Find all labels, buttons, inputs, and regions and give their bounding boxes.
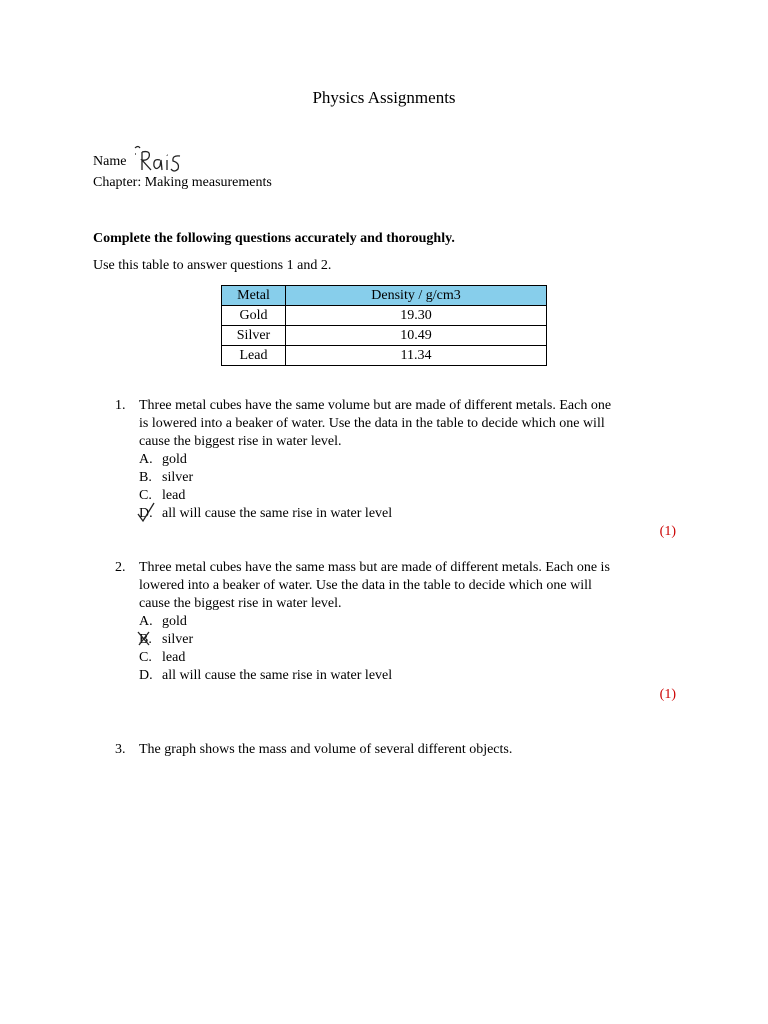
question-body bbox=[139, 741, 669, 759]
table-row bbox=[222, 306, 547, 326]
table-cell-metal: Silver bbox=[222, 326, 286, 346]
question-marks: (1) bbox=[659, 524, 676, 539]
table-row bbox=[222, 326, 547, 346]
option-d[interactable] bbox=[139, 505, 669, 523]
option-d[interactable] bbox=[139, 667, 669, 685]
option-letter: C. bbox=[139, 488, 152, 503]
table-header-metal: Metal bbox=[222, 286, 286, 306]
option-letter: A. bbox=[139, 614, 153, 629]
option-letter: B. bbox=[139, 631, 162, 649]
question-3 bbox=[115, 741, 675, 763]
question-number: 1. bbox=[115, 398, 126, 413]
table-cell-density: 10.49 bbox=[286, 326, 547, 346]
question-2 bbox=[115, 559, 676, 702]
option-text: silver bbox=[162, 632, 194, 647]
chapter-line: Chapter: Making measurements bbox=[93, 175, 272, 190]
table-row bbox=[222, 346, 547, 366]
question-body bbox=[139, 559, 669, 685]
instructions: Complete the following questions accurately and thoroughly. bbox=[93, 231, 455, 246]
option-text: lead bbox=[162, 650, 186, 665]
question-body bbox=[139, 397, 669, 523]
option-letter: D. bbox=[139, 505, 162, 523]
name-row bbox=[93, 144, 184, 179]
option-letter: C. bbox=[139, 650, 152, 665]
table-cell-metal: Gold bbox=[222, 306, 286, 326]
question-text-line: cause the biggest rise in water level. bbox=[139, 434, 342, 449]
question-number: 3. bbox=[115, 742, 126, 757]
table-header-row bbox=[222, 286, 547, 306]
option-a[interactable] bbox=[139, 451, 669, 469]
question-number: 2. bbox=[115, 560, 126, 575]
option-b[interactable] bbox=[139, 631, 669, 649]
question-text-line: Three metal cubes have the same mass but are made of different metals. Each one is bbox=[139, 560, 610, 575]
question-marks: (1) bbox=[659, 687, 676, 702]
option-letter: D. bbox=[139, 668, 153, 683]
name-label: Name bbox=[93, 153, 127, 169]
option-text: lead bbox=[162, 488, 186, 503]
option-text: gold bbox=[162, 452, 187, 467]
density-table bbox=[221, 285, 547, 366]
table-intro: Use this table to answer questions 1 and 2. bbox=[93, 258, 332, 273]
option-text: silver bbox=[162, 470, 194, 485]
option-a[interactable] bbox=[139, 613, 669, 631]
option-c[interactable] bbox=[139, 649, 669, 667]
table-cell-density: 11.34 bbox=[286, 346, 547, 366]
table-cell-metal: Lead bbox=[222, 346, 286, 366]
document-title: Physics Assignments bbox=[312, 88, 456, 107]
question-1 bbox=[115, 397, 676, 539]
handwritten-name-signature bbox=[132, 144, 184, 179]
question-text-line: is lowered into a beaker of water. Use the data in the table to decide which one will bbox=[139, 416, 605, 431]
option-letter: A. bbox=[139, 452, 153, 467]
option-b[interactable] bbox=[139, 469, 669, 487]
option-letter: B. bbox=[139, 470, 152, 485]
question-text-line: The graph shows the mass and volume of several different objects. bbox=[139, 742, 513, 757]
option-text: all will cause the same rise in water level bbox=[162, 506, 393, 521]
table-header-density: Density / g/cm3 bbox=[286, 286, 547, 306]
question-text-line: Three metal cubes have the same volume but are made of different metals. Each one bbox=[139, 398, 612, 413]
option-text: all will cause the same rise in water level bbox=[162, 668, 393, 683]
question-text-line: cause the biggest rise in water level. bbox=[139, 596, 342, 611]
table-cell-density: 19.30 bbox=[286, 306, 547, 326]
question-text-line: lowered into a beaker of water. Use the data in the table to decide which one will bbox=[139, 578, 592, 593]
option-text: gold bbox=[162, 614, 187, 629]
option-c[interactable] bbox=[139, 487, 669, 505]
